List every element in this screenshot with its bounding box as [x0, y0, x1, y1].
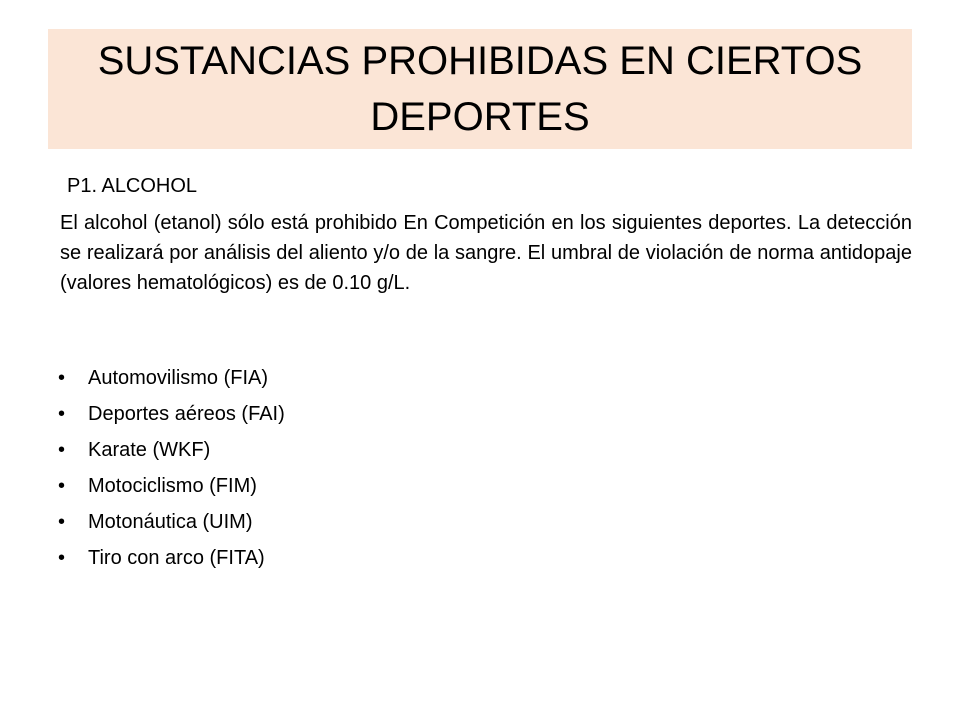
bullet-icon: •: [58, 475, 66, 497]
list-item-label: Karate (WKF): [88, 439, 211, 461]
list-item-label: Deportes aéreos (FAI): [88, 403, 285, 425]
bullet-icon: •: [58, 367, 66, 389]
list-item-label: Motonáutica (UIM): [88, 511, 253, 533]
bullet-icon: •: [58, 439, 66, 461]
bullet-icon: •: [58, 403, 66, 425]
section-heading: P1. ALCOHOL: [67, 175, 198, 197]
list-item: [58, 432, 285, 468]
list-item-label: Tiro con arco (FITA): [88, 547, 265, 569]
list-item: [58, 360, 285, 396]
sports-list: [58, 360, 285, 576]
list-item: [58, 468, 285, 504]
list-item-label: Automovilismo (FIA): [88, 367, 269, 389]
title-banner: [48, 29, 912, 149]
list-item-label: Motociclismo (FIM): [88, 475, 257, 497]
bullet-icon: •: [58, 547, 66, 569]
list-item: [58, 504, 285, 540]
list-item: [58, 396, 285, 432]
slide-title: SUSTANCIAS PROHIBIDAS EN CIERTOS DEPORTES: [97, 39, 863, 139]
bullet-icon: •: [58, 511, 66, 533]
list-item: [58, 540, 285, 576]
body-paragraph: El alcohol (etanol) sólo está prohibido En Competición en los siguientes deportes. La detección se realizará por análisis del aliento y/o de la sangre. El umbral de violación de norma antidopaje (valores hematológicos) es de 0.10 g/L.: [60, 212, 912, 294]
